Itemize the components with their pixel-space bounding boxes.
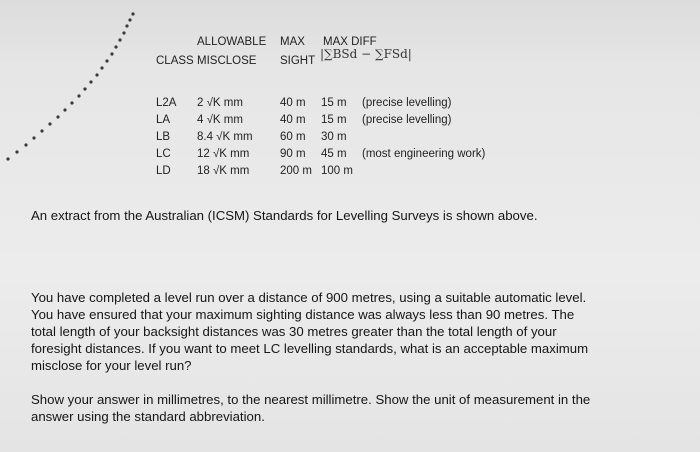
binder-dots-decoration — [0, 0, 150, 170]
cell-misclose: 4 √K mm — [197, 114, 243, 126]
cell-sight: 40 m — [280, 114, 306, 126]
cell-misclose: 18 √K mm — [197, 165, 250, 177]
cell-note: (precise levelling) — [362, 97, 452, 109]
instruction-paragraph: Show your answer in millimetres, to the nearest millimetre. Show the unit of measurement in the answer using the standard abbreviation. — [31, 392, 591, 424]
cell-class: LA — [156, 114, 171, 126]
cell-diff: 15 m — [321, 114, 347, 126]
cell-sight: 90 m — [280, 148, 306, 160]
cell-diff: 100 m — [321, 165, 353, 177]
cell-class: LC — [156, 148, 171, 160]
header-max-diff: MAX DIFF — [323, 36, 377, 48]
cell-sight: 40 m — [280, 97, 306, 109]
cell-misclose: 2 √K mm — [197, 97, 243, 109]
cell-diff: 15 m — [321, 97, 347, 109]
cell-note: (most engineering work) — [362, 148, 486, 160]
cell-note: (precise levelling) — [362, 114, 452, 126]
cell-diff: 30 m — [321, 131, 347, 143]
header-class: CLASS — [156, 55, 194, 67]
cell-sight: 60 m — [280, 131, 306, 143]
header-formula: |∑BSd − ∑FSd| — [320, 47, 412, 61]
question-paragraph: You have completed a level run over a distance of 900 metres, using a suitable automatic level. You have ensured that your maximum sighting distance was always less than 90 metres. The total length of your backsight distances was 30 metres greater than the total length of your foresight distances. If you want to meet LC levelling standards, what is an acceptable maximum misclose for your level run? — [31, 290, 589, 373]
header-misclose: MISCLOSE — [197, 55, 257, 67]
cell-class: LD — [156, 165, 171, 177]
cell-sight: 200 m — [280, 165, 312, 177]
header-allowable: ALLOWABLE — [197, 36, 267, 48]
cell-misclose: 8.4 √K mm — [197, 131, 253, 143]
header-sight: SIGHT — [280, 55, 316, 67]
intro-paragraph: An extract from the Australian (ICSM) Standards for Levelling Surveys is shown above. — [31, 208, 538, 223]
cell-misclose: 12 √K mm — [197, 148, 250, 160]
header-max: MAX — [280, 36, 305, 48]
cell-diff: 45 m — [321, 148, 347, 160]
cell-class: LB — [156, 131, 171, 143]
cell-class: L2A — [156, 97, 177, 109]
